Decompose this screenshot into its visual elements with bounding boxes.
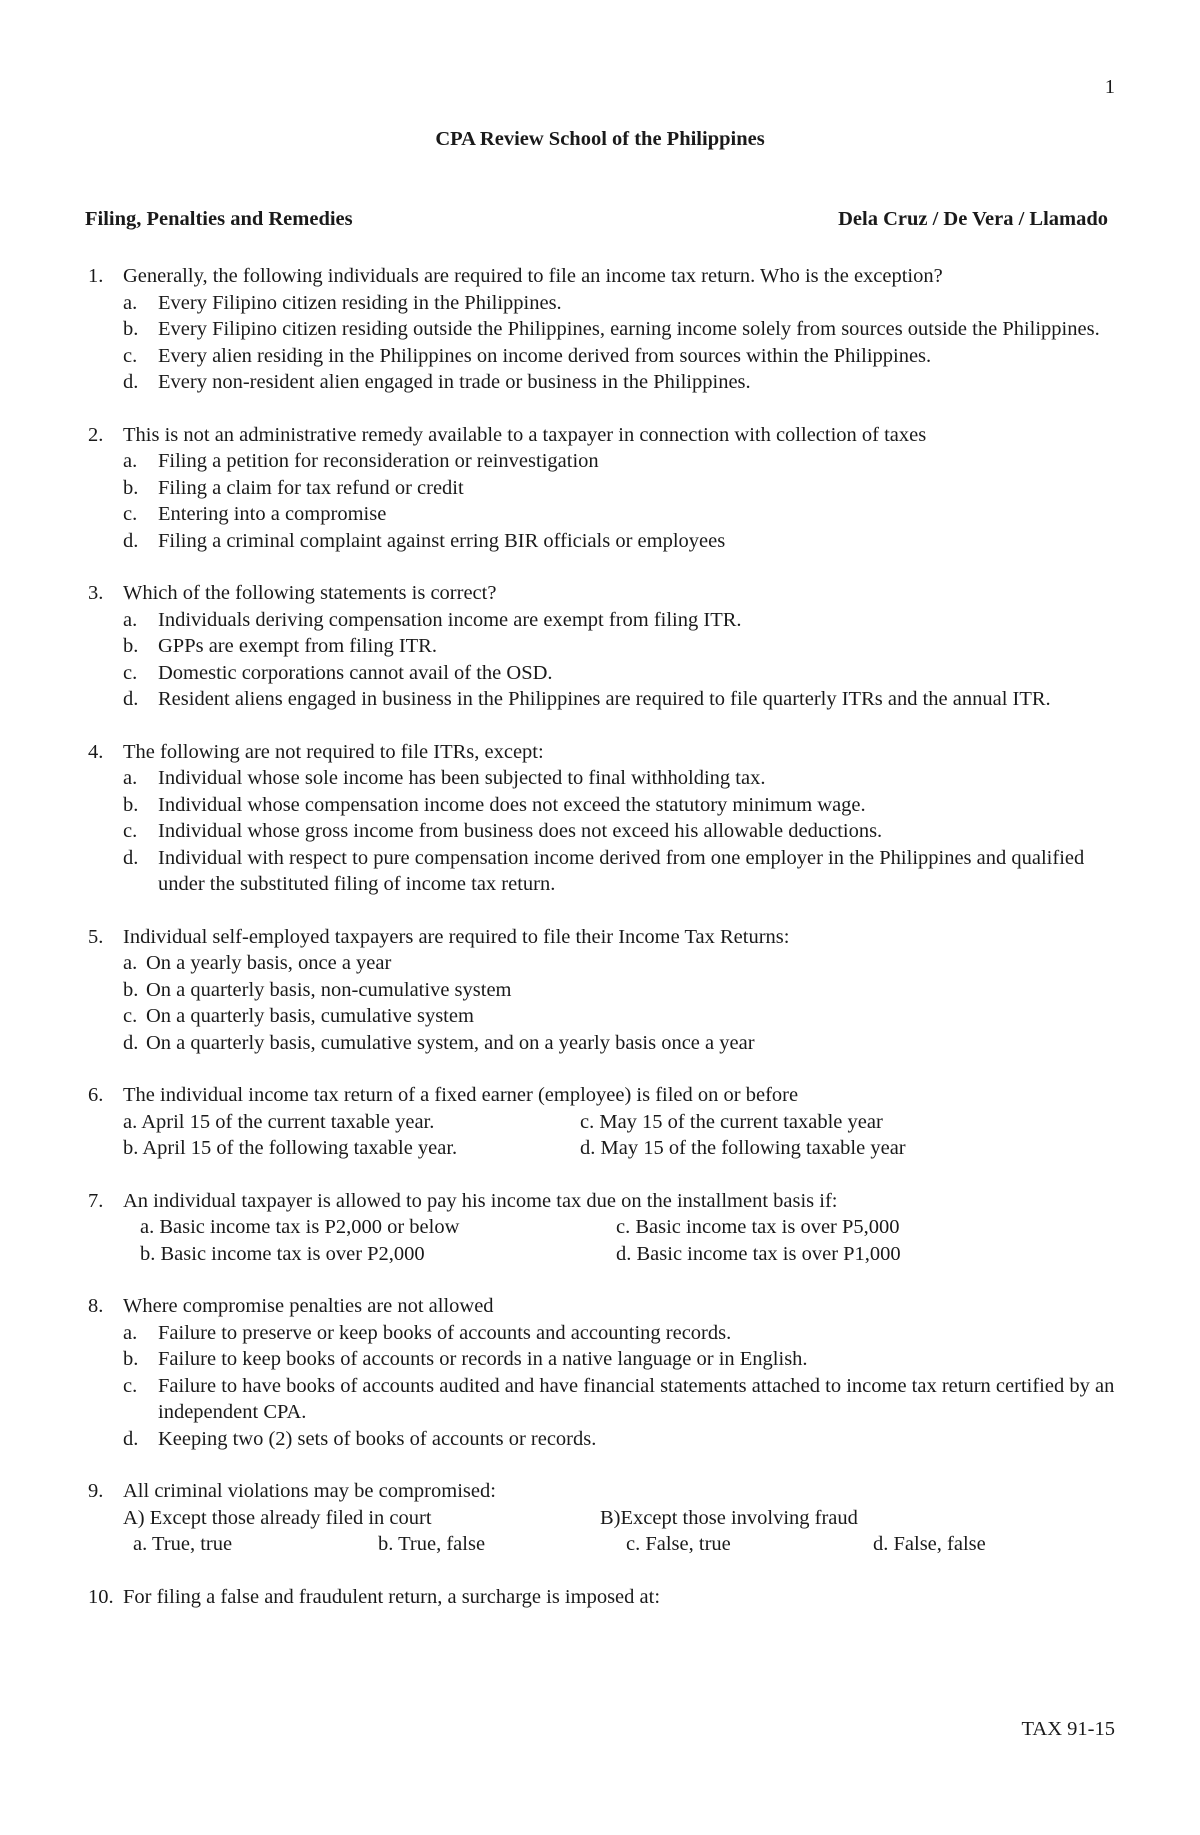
question-6 [88,1082,1118,1162]
choice-item [88,290,1118,317]
choice-text: Every Filipino citizen residing in the Philippines. [158,291,562,314]
question-10 [88,1584,1118,1611]
choice-letter: a. [123,608,138,631]
question-text: Which of the following statements is correct? [123,582,497,604]
choice-text: a. Basic income tax is P2,000 or below [140,1216,460,1238]
choice-text: d. Basic income tax is over P1,000 [616,1242,901,1265]
choice-letter: b. [123,635,139,657]
choice-text: Keeping two (2) sets of books of accounts or records. [158,1427,597,1450]
question-text: The following are not required to file ITRs, except: [123,740,544,763]
choice-item [88,501,1118,528]
choice-item [88,792,1118,819]
choice-text: Individuals deriving compensation income are exempt from filing ITR. [158,608,742,631]
choice-text: b. April 15 of the following taxable year. [123,1137,458,1159]
choice-text: b. Basic income tax is over P2,000 [140,1242,425,1265]
choice-item [88,686,1118,713]
choice-text: Entering into a compromise [158,503,387,525]
choice-text: Failure to have books of accounts audited and have financial statements attached to income tax return certified by an independent CPA. [158,1374,1115,1423]
choice-item [88,448,1118,475]
question-9 [88,1478,1118,1558]
choice-letter: c. [123,820,138,842]
subject-heading: Filing, Penalties and Remedies [85,208,353,230]
question-text: Where compromise penalties are not allowed [123,1295,494,1317]
choice-letter: c. [123,344,138,367]
choice-text: a. True, true [133,1533,233,1555]
choice-item [88,316,1118,343]
choice-letter: a. [123,952,138,974]
choice-text: Domestic corporations cannot avail of the OSD. [158,661,553,684]
question-number: 2. [88,423,104,446]
choice-text: d. False, false [873,1533,986,1555]
choice-row [88,1135,1118,1162]
choice-letter: c. [123,661,138,684]
choice-letter: b. [123,793,139,816]
question-number: 6. [88,1084,104,1106]
choice-item [88,765,1118,792]
choice-item [88,1373,1118,1426]
choice-letter: b. [123,978,139,1001]
choice-text: GPPs are exempt from filing ITR. [158,635,437,657]
choice-text: Filing a criminal complaint against erring BIR officials or employees [158,529,726,552]
statement-b: B)Except those involving fraud [600,1506,858,1529]
question-list [88,263,1118,1636]
choice-item [88,1320,1118,1347]
statement-row [88,1505,1118,1532]
question-text: The individual income tax return of a fixed earner (employee) is filed on or before [123,1084,799,1106]
page-number: 1 [1104,76,1115,98]
choice-item [88,475,1118,502]
choice-item [88,607,1118,634]
choice-letter: d. [123,1031,139,1054]
choice-text: On a quarterly basis, cumulative system, and on a yearly basis once a year [146,1031,755,1054]
question-text: Individual self-employed taxpayers are required to file their Income Tax Returns: [123,925,790,948]
choice-item [88,633,1118,660]
choice-text: Filing a claim for tax refund or credit [158,476,464,499]
choice-text: Individual whose sole income has been subjected to final withholding tax. [158,767,766,789]
question-number: 10. [88,1585,114,1608]
choice-row [88,1531,1118,1558]
choice-letter: c. [123,503,138,525]
question-5 [88,924,1118,1057]
choice-text: d. May 15 of the following taxable year [580,1137,906,1159]
school-title: CPA Review School of the Philippines [435,128,765,150]
choice-letter: d. [123,1427,139,1450]
question-4 [88,739,1118,898]
choice-letter: c. [123,1005,138,1027]
choice-letter: b. [123,1348,139,1370]
choice-letter: d. [123,688,139,710]
footer-code: TAX 91-15 [1021,1718,1115,1740]
choice-text: On a yearly basis, once a year [146,952,392,974]
question-number: 1. [88,265,104,287]
choice-letter: c. [123,1374,138,1397]
choice-letter: b. [123,318,139,340]
choice-text: Failure to preserve or keep books of accounts and accounting records. [158,1321,732,1344]
question-1 [88,263,1118,396]
choice-letter: a. [123,767,138,789]
choice-item [88,950,1118,977]
choice-item [88,1426,1118,1453]
choice-text: b. True, false [378,1533,486,1555]
choice-text: Individual whose compensation income does not exceed the statutory minimum wage. [158,793,866,816]
question-number: 7. [88,1189,104,1212]
choice-item [88,343,1118,370]
statement-a: A) Except those already filed in court [123,1506,432,1529]
question-8 [88,1293,1118,1452]
choice-letter: a. [123,291,138,314]
choice-letter: b. [123,476,139,499]
choice-text: Individual with respect to pure compensation income derived from one employer in the Philippines and qualified under the substituted filing of income tax return. [158,846,1085,895]
choice-item [88,1003,1118,1030]
choice-text: c. False, true [626,1533,731,1555]
choice-text: Filing a petition for reconsideration or reinvestigation [158,450,599,472]
question-number: 3. [88,582,104,604]
choice-text: a. April 15 of the current taxable year. [123,1110,435,1133]
choice-row [88,1241,1118,1268]
choice-item [88,1030,1118,1057]
question-text: Generally, the following individuals are required to file an income tax return. Who is the exception? [123,265,943,287]
choice-row [88,1214,1118,1241]
choice-row [88,1109,1118,1136]
choice-letter: d. [123,846,139,869]
choice-letter: d. [123,371,139,393]
choice-text: Failure to keep books of accounts or records in a native language or in English. [158,1348,808,1370]
question-text: An individual taxpayer is allowed to pay his income tax due on the installment basis if: [123,1189,838,1212]
question-text: This is not an administrative remedy available to a taxpayer in connection with collection of taxes [123,423,927,446]
choice-item [88,528,1118,555]
choice-item [88,845,1118,898]
question-text: For filing a false and fraudulent return, a surcharge is imposed at: [123,1585,661,1608]
choice-letter: d. [123,529,139,552]
choice-letter: a. [123,450,138,472]
choice-text: c. Basic income tax is over P5,000 [616,1216,900,1238]
choice-text: Every Filipino citizen residing outside the Philippines, earning income solely from sources outside the Philippines. [158,318,1100,340]
question-text: All criminal violations may be compromised: [123,1480,496,1502]
authors-heading: Dela Cruz / De Vera / Llamado [838,208,1108,230]
choice-letter: a. [123,1321,138,1344]
choice-text: Resident aliens engaged in business in the Philippines are required to file quarterly ITRs and the annual ITR. [158,688,1051,710]
choice-item [88,977,1118,1004]
question-number: 5. [88,925,104,948]
choice-item [88,818,1118,845]
question-number: 4. [88,740,104,763]
question-number: 9. [88,1480,104,1502]
choice-text: Every alien residing in the Philippines on income derived from sources within the Philippines. [158,344,932,367]
choice-text: Every non-resident alien engaged in trade or business in the Philippines. [158,371,751,393]
question-number: 8. [88,1295,104,1317]
choice-item [88,1346,1118,1373]
choice-text: On a quarterly basis, non-cumulative system [146,978,512,1001]
choice-item [88,660,1118,687]
question-7 [88,1188,1118,1268]
question-3 [88,580,1118,713]
question-2 [88,422,1118,555]
choice-text: c. May 15 of the current taxable year [580,1110,883,1133]
choice-item [88,369,1118,396]
choice-text: On a quarterly basis, cumulative system [146,1005,474,1027]
choice-text: Individual whose gross income from business does not exceed his allowable deductions. [158,820,883,842]
